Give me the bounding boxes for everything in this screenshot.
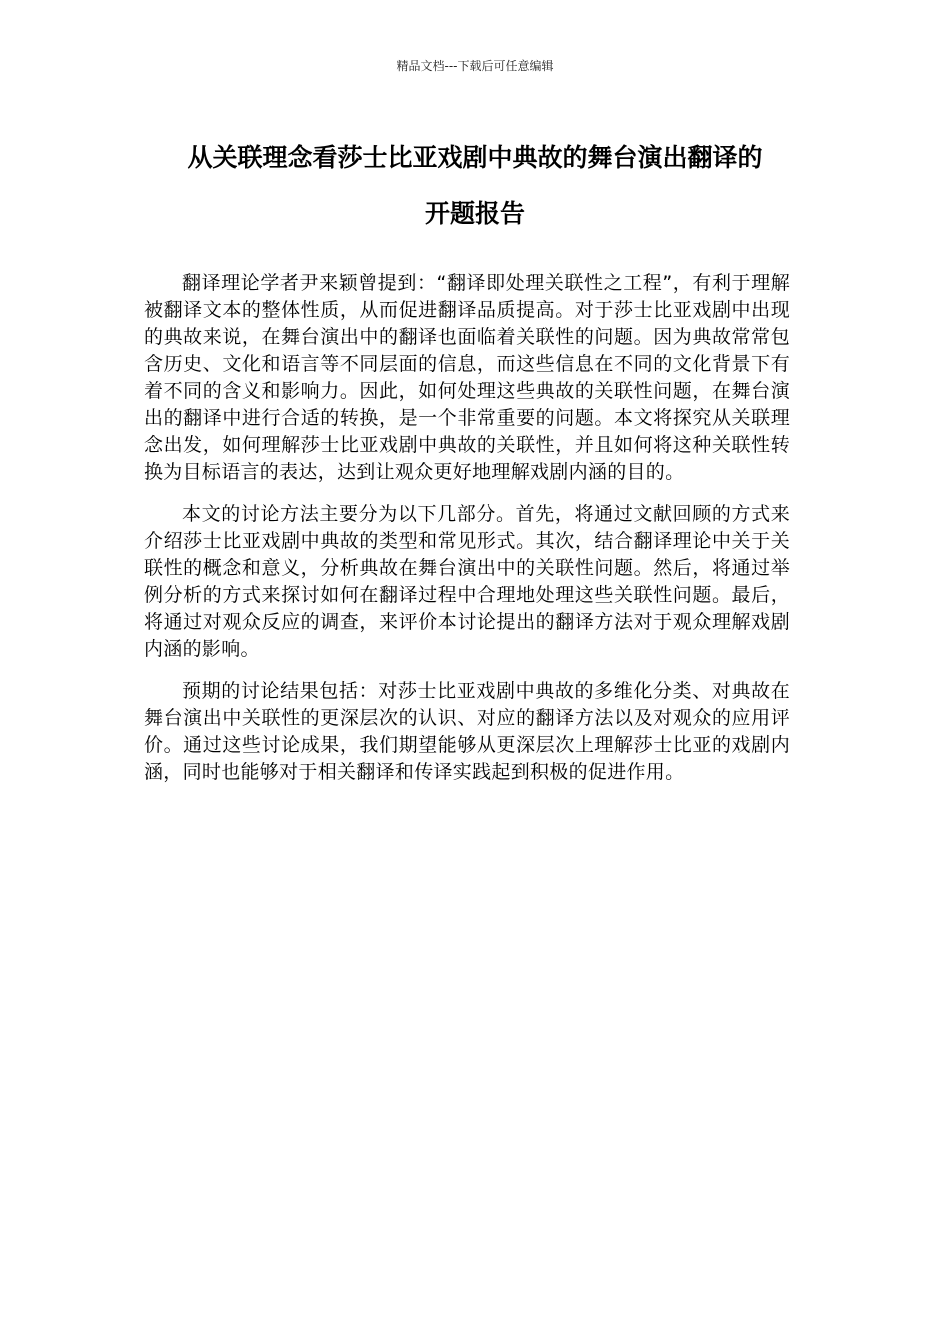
paragraph-expected-results: 预期的讨论结果包括：对莎士比亚戏剧中典故的多维化分类、对典故在舞台演出中关联性的更深层次的认识、对应的翻译方法以及对观众的应用评价。通过这些讨论成果，我们期望能够从更深层次上理解莎士比亚的戏剧内涵，同时也能够对于相关翻译和传译实践起到积极的促进作用。 bbox=[144, 680, 790, 783]
document-title bbox=[120, 130, 830, 242]
paragraph-methods: 本文的讨论方法主要分为以下几部分。首先，将通过文献回顾的方式来介绍莎士比亚戏剧中典故的类型和常见形式。其次，结合翻译理论中关于关联性的概念和意义，分析典故在舞台演出中的关联性问题。然后，将通过举例分析的方式来探讨如何在翻译过程中合理地处理这些关联性问题。最后，将通过对观众反应的调查，来评价本讨论提出的翻译方法对于观众理解戏剧内涵的影响。 bbox=[144, 503, 790, 660]
document-body bbox=[144, 270, 790, 801]
title-line-1: 从关联理念看莎士比亚戏剧中典故的舞台演出翻译的 bbox=[187, 143, 763, 172]
title-line-2: 开题报告 bbox=[424, 199, 525, 228]
page-header: 精品文档---下载后可任意编辑 bbox=[396, 59, 554, 73]
paragraph-intro: 翻译理论学者尹来颖曾提到：“翻译即处理关联性之工程”，有利于理解被翻译文本的整体性质，从而促进翻译品质提高。对于莎士比亚戏剧中出现的典故来说，在舞台演出中的翻译也面临着关联性的问题。因为典故常常包含历史、文化和语言等不同层面的信息，而这些信息在不同的文化背景下有着不同的含义和影响力。因此，如何处理这些典故的关联性问题，在舞台演出的翻译中进行合适的转换，是一个非常重要的问题。本文将探究从关联理念出发，如何理解莎士比亚戏剧中典故的关联性，并且如何将这种关联性转换为目标语言的表达，达到让观众更好地理解戏剧内涵的目的。 bbox=[144, 272, 790, 483]
